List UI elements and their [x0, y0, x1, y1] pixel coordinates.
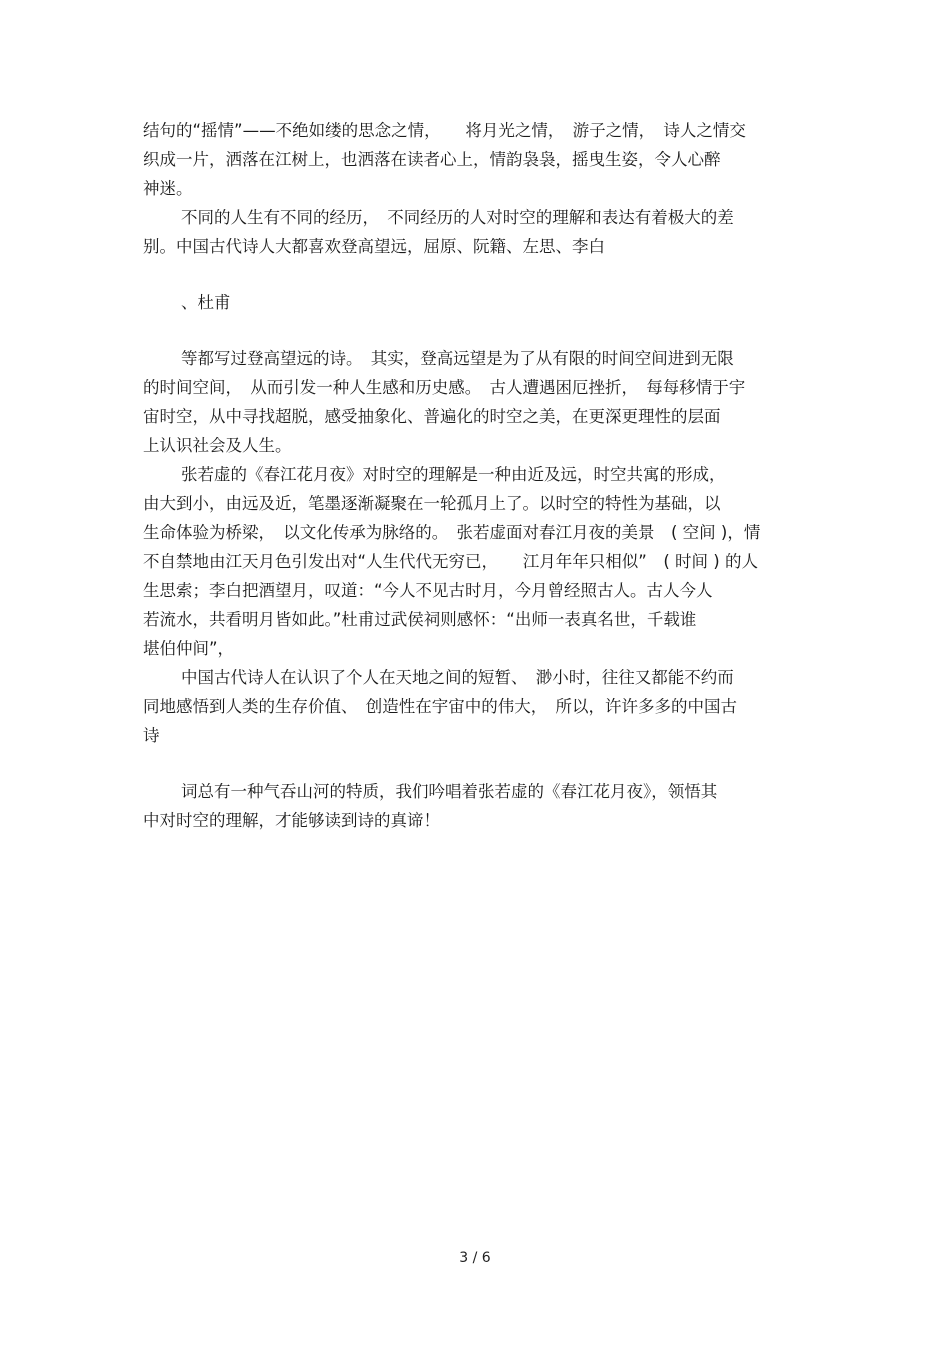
text-line: 神迷。	[143, 179, 193, 198]
text-line: 诗	[143, 726, 160, 745]
text-line: 中对时空的理解，才能够读到诗的真谛！	[143, 811, 440, 830]
text-line: 中国古代诗人在认识了个人在天地之间的短暂、 渺小时，往往又都能不约而	[181, 668, 734, 687]
text-line: 上认识社会及人生。	[143, 436, 292, 455]
page-number: 3 / 6	[459, 1250, 491, 1266]
text-line: 不自禁地由江天月色引发出对“人生代代无穷已， 江月年年只相似” ( 时间 ) 的人	[143, 552, 758, 571]
text-line: 的时间空间， 从而引发一种人生感和历史感。 古人遭遇困厄挫折， 每每移情于宇	[143, 378, 746, 397]
text-line: 词总有一种气吞山河的特质，我们吟唱着张若虚的《春江花月夜》，领悟其	[181, 782, 718, 801]
text-line: 别。中国古代诗人大都喜欢登高望远，屈原、阮籍、左思、李白	[143, 237, 605, 256]
text-line: 织成一片，洒落在江树上，也洒落在读者心上，情韵袅袅，摇曳生姿，令人心醉	[143, 150, 721, 169]
text-line: 生命体验为桥梁， 以文化传承为脉络的。 张若虚面对春江月夜的美景 ( 空间 )，情	[143, 523, 761, 542]
text-line: 同地感悟到人类的生存价值、 创造性在宇宙中的伟大， 所以，许许多多的中国古	[143, 697, 737, 716]
text-line: 宙时空，从中寻找超脱，感受抽象化、普遍化的时空之美，在更深更理性的层面	[143, 407, 721, 426]
text-line: 、杜甫	[181, 293, 231, 312]
text-line: 堪伯仲间”，	[143, 639, 235, 658]
text-line: 若流水，共看明月皆如此。”杜甫过武侯祠则感怀：“出师一表真名世，千载谁	[143, 610, 697, 629]
text-line: 张若虚的《春江花月夜》对时空的理解是一种由近及远，时空共寓的形成，	[181, 465, 726, 484]
text-line: 结句的“摇情”——不绝如缕的思念之情， 将月光之情， 游子之情， 诗人之情交	[143, 121, 746, 140]
text-line: 生思索；李白把酒望月，叹道：“今人不见古时月，今月曾经照古人。古人今人	[143, 581, 713, 600]
text-line: 不同的人生有不同的经历， 不同经历的人对时空的理解和表达有着极大的差	[181, 208, 734, 227]
text-line: 等都写过登高望远的诗。 其实，登高远望是为了从有限的时间空间进到无限	[181, 349, 734, 368]
text-line: 由大到小，由远及近，笔墨逐渐凝聚在一轮孤月上了。以时空的特性为基础，以	[143, 494, 721, 513]
